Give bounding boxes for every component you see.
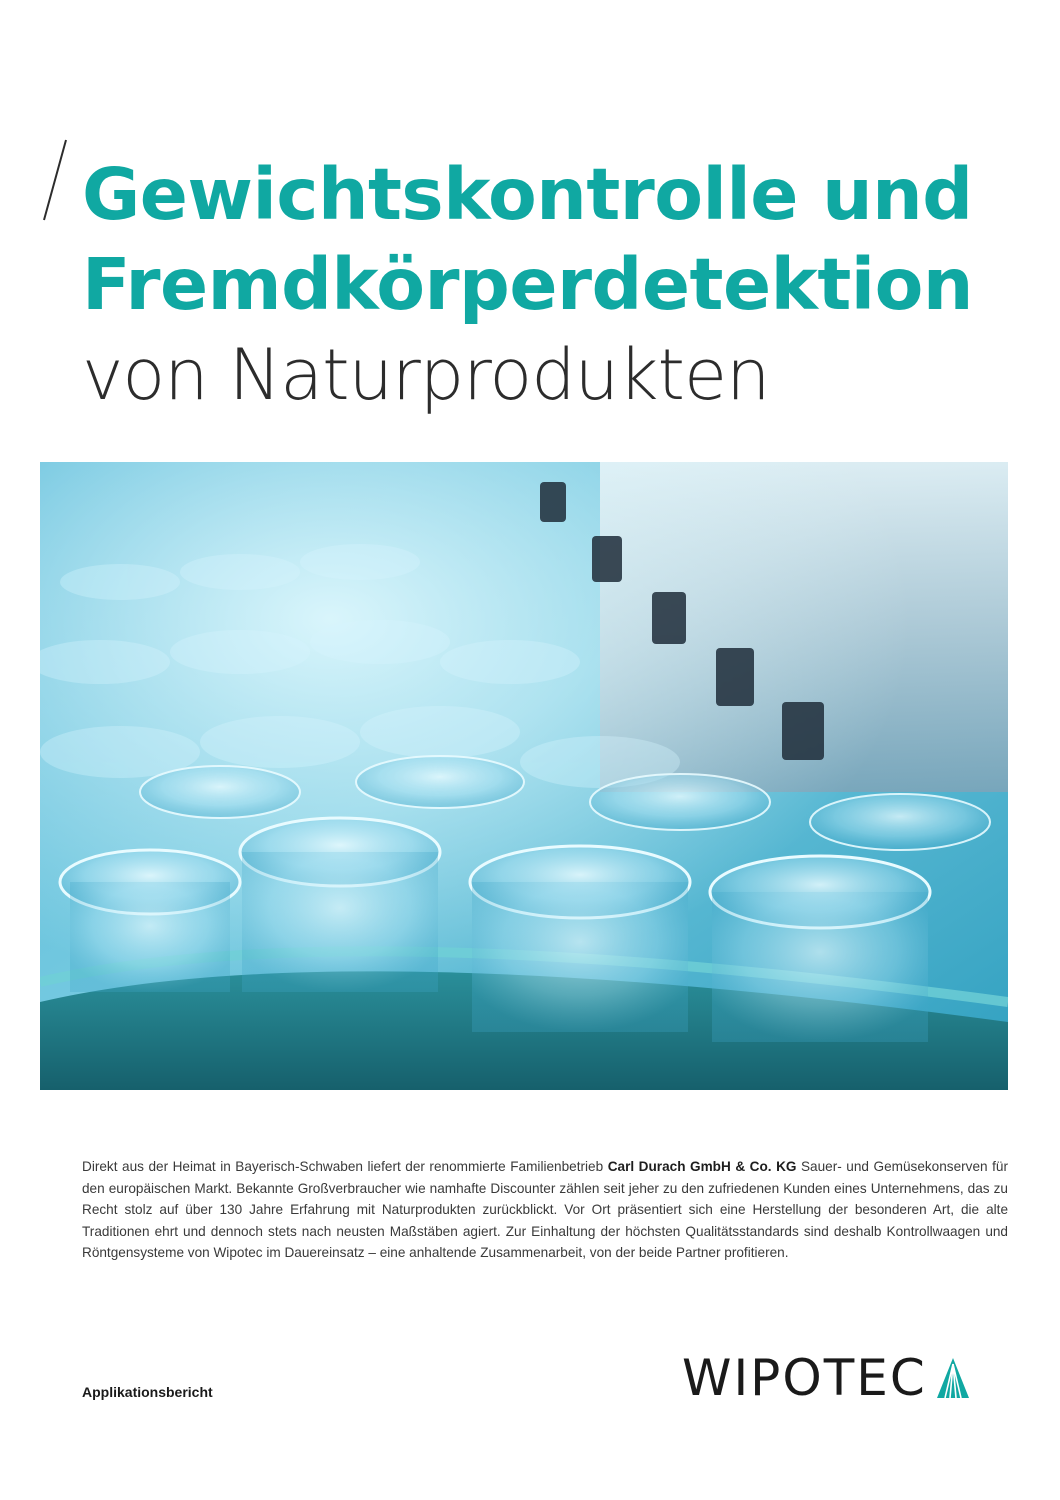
intro-paragraph bbox=[82, 1156, 1008, 1264]
title-slash-mark bbox=[40, 138, 70, 222]
title-line-3: von Naturprodukten bbox=[82, 334, 770, 416]
title-line-2: Fremdkörperdetektion bbox=[82, 243, 973, 326]
title-line-1: Gewichtskontrolle und bbox=[82, 153, 973, 236]
page-title bbox=[82, 150, 1022, 420]
wipotec-logo bbox=[682, 1349, 982, 1407]
hero-image-glass-jars-conveyor bbox=[40, 462, 1008, 1090]
intro-text-after: Sauer- und Gemüsekonserven für den europäischen Markt. Bekannte Großverbraucher wie namhafte Discounter zählen seit jeher zu den zufriedenen Kunden eines Unternehmens, das zu Recht stolz auf über 130 Jahre Erfahrung mit Naturprodukten zurückblickt. Vor Ort präsentiert sich eine Herstellung der besonderen Art, die alte Traditionen ehrt und dennoch stets nach neusten Maßstäben agiert. Zur Einhaltung der höchsten Qualitätsstandards sind deshalb Kontrollwaagen und Röntgensysteme von Wipotec im Dauereinsatz – eine anhaltende Zusammenarbeit, von der beide Partner profitieren. bbox=[82, 1159, 1008, 1260]
logo-triangle-icon bbox=[935, 1356, 971, 1400]
document-type-label: Applikationsbericht bbox=[82, 1384, 213, 1400]
intro-text-before: Direkt aus der Heimat in Bayerisch-Schwaben liefert der renommierte Familienbetrieb bbox=[82, 1159, 608, 1174]
intro-company-name: Carl Durach GmbH & Co. KG bbox=[607, 1159, 797, 1174]
logo-wordmark: WIPOTEC bbox=[682, 1349, 927, 1407]
